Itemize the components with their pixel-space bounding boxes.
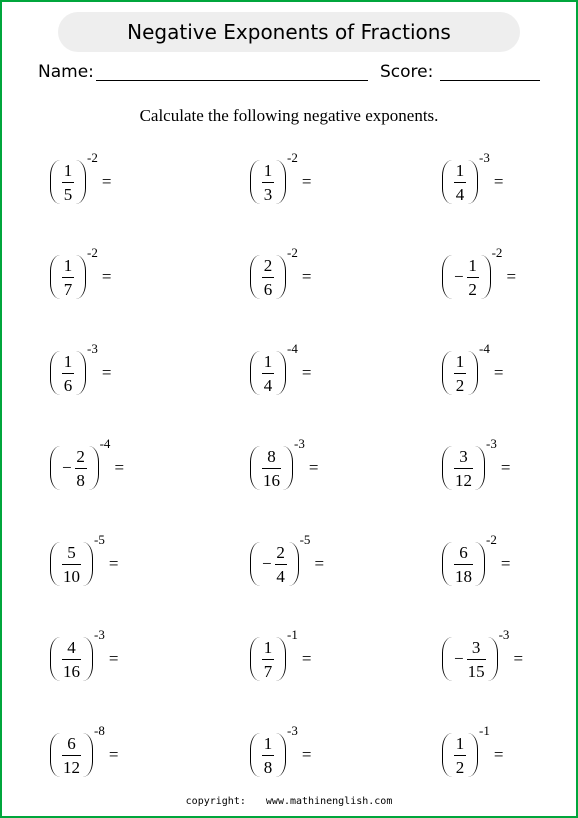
left-paren — [250, 160, 260, 204]
equals-sign: = — [506, 267, 517, 286]
negative-sign: − — [454, 267, 464, 286]
numerator: 4 — [67, 637, 76, 657]
numerator: 1 — [63, 255, 73, 275]
right-paren — [76, 351, 86, 395]
exponent: -3 — [479, 150, 490, 165]
exponent: -1 — [287, 627, 298, 642]
exponent: -3 — [294, 436, 305, 451]
problem-3 — [442, 150, 504, 210]
fraction — [454, 447, 473, 490]
fraction-bar — [454, 373, 466, 374]
exponent: -5 — [299, 532, 311, 547]
problem-9 — [442, 341, 504, 401]
numerator: 1 — [63, 351, 73, 371]
problem-21 — [442, 723, 504, 783]
exponent: -2 — [87, 245, 98, 260]
fraction — [454, 352, 466, 395]
numerator: 1 — [263, 351, 273, 371]
fraction — [262, 352, 274, 395]
right-paren — [89, 446, 99, 490]
equals-sign: = — [301, 745, 312, 764]
right-paren — [276, 160, 286, 204]
fraction — [62, 734, 81, 777]
denominator: 3 — [263, 184, 273, 204]
fraction — [454, 161, 466, 204]
denominator: 8 — [76, 470, 85, 490]
fraction-bar — [62, 277, 74, 278]
denominator: 7 — [63, 279, 73, 299]
exponent: -4 — [99, 436, 111, 451]
numerator: 1 — [455, 351, 465, 371]
denominator: 5 — [63, 184, 73, 204]
numerator: 1 — [63, 160, 73, 180]
name-label: Name: — [38, 62, 94, 82]
numerator: 2 — [263, 255, 273, 275]
left-paren — [50, 542, 60, 586]
instructions: Calculate the following negative exponents. — [139, 106, 439, 125]
fraction-bar — [62, 373, 74, 374]
site-link[interactable]: www.mathinenglish.com — [265, 796, 393, 807]
problem-15 — [442, 532, 511, 592]
fraction-bar — [262, 277, 274, 278]
fraction — [262, 734, 274, 777]
score-label: Score: — [380, 62, 434, 82]
equals-sign: = — [500, 554, 511, 573]
numerator: 5 — [67, 542, 76, 562]
exponent: -2 — [287, 150, 298, 165]
exponent: -5 — [94, 532, 105, 547]
left-paren — [250, 542, 260, 586]
problem-19 — [50, 723, 119, 783]
equals-sign: = — [493, 363, 504, 382]
numerator: 2 — [76, 446, 85, 466]
fraction-bar — [62, 564, 81, 565]
denominator: 2 — [455, 375, 465, 395]
right-paren — [283, 446, 293, 490]
equals-sign: = — [108, 649, 119, 668]
equals-sign: = — [108, 554, 119, 573]
right-paren — [276, 255, 286, 299]
fraction — [454, 543, 473, 586]
left-paren — [442, 637, 452, 681]
fraction — [62, 161, 74, 204]
exponent: -2 — [486, 532, 497, 547]
equals-sign: = — [314, 554, 325, 573]
equals-sign: = — [513, 649, 524, 668]
left-paren — [250, 446, 260, 490]
numerator: 1 — [263, 637, 273, 657]
left-paren — [250, 255, 260, 299]
equals-sign: = — [108, 745, 119, 764]
exponent: -3 — [87, 341, 98, 356]
left-paren — [442, 733, 452, 777]
numerator: 1 — [263, 160, 273, 180]
fraction-bar — [62, 755, 81, 756]
problem-10 — [50, 436, 125, 496]
problem-11 — [250, 436, 319, 496]
problem-4 — [50, 245, 112, 305]
fraction-bar — [262, 182, 274, 183]
problem-12 — [442, 436, 511, 496]
fraction-bar — [454, 564, 473, 565]
fraction — [262, 447, 281, 490]
negative-sign: − — [262, 554, 272, 573]
denominator: 2 — [455, 757, 465, 777]
fraction — [467, 638, 486, 681]
denominator: 6 — [63, 375, 73, 395]
problem-8 — [250, 341, 312, 401]
right-paren — [468, 351, 478, 395]
equals-sign: = — [114, 458, 125, 477]
fraction — [62, 543, 81, 586]
fraction — [62, 256, 74, 299]
equals-sign: = — [301, 267, 312, 286]
exponent: -1 — [479, 723, 490, 738]
right-paren — [76, 255, 86, 299]
left-paren — [50, 351, 60, 395]
left-paren — [442, 255, 452, 299]
fraction-bar — [62, 182, 74, 183]
exponent: -4 — [287, 341, 298, 356]
fraction-bar — [75, 468, 87, 469]
denominator: 16 — [63, 661, 80, 681]
denominator: 2 — [468, 279, 477, 299]
right-paren — [289, 542, 299, 586]
denominator: 18 — [455, 566, 472, 586]
problem-13 — [50, 532, 119, 592]
fraction — [62, 352, 74, 395]
exponent: -2 — [87, 150, 98, 165]
denominator: 7 — [263, 661, 273, 681]
exponent: -3 — [94, 627, 105, 642]
right-paren — [83, 637, 93, 681]
left-paren — [50, 637, 60, 681]
problem-7 — [50, 341, 112, 401]
exponent: -4 — [479, 341, 490, 356]
fraction-bar — [275, 564, 287, 565]
right-paren — [276, 733, 286, 777]
right-paren — [475, 446, 485, 490]
numerator: 8 — [267, 446, 276, 466]
left-paren — [50, 446, 60, 490]
fraction — [262, 638, 274, 681]
right-paren — [468, 160, 478, 204]
footer — [0, 796, 578, 807]
right-paren — [76, 160, 86, 204]
fraction-bar — [467, 659, 486, 660]
left-paren — [442, 446, 452, 490]
left-paren — [250, 637, 260, 681]
problem-16 — [50, 627, 119, 687]
equals-sign: = — [308, 458, 319, 477]
fraction-bar — [62, 659, 81, 660]
fraction-bar — [262, 659, 274, 660]
numerator: 1 — [455, 160, 465, 180]
problem-1 — [50, 150, 112, 210]
left-paren — [50, 255, 60, 299]
denominator: 4 — [276, 566, 285, 586]
fraction — [454, 734, 466, 777]
fraction — [62, 638, 81, 681]
problem-17 — [250, 627, 312, 687]
right-paren — [276, 351, 286, 395]
fraction — [467, 256, 479, 299]
denominator: 8 — [263, 757, 273, 777]
numerator: 3 — [471, 637, 481, 657]
problem-18 — [442, 627, 524, 687]
equals-sign: = — [493, 745, 504, 764]
negative-sign: − — [62, 458, 72, 477]
fraction — [275, 543, 287, 586]
right-paren — [276, 637, 286, 681]
equals-sign: = — [101, 267, 112, 286]
fraction — [262, 161, 274, 204]
left-paren — [442, 351, 452, 395]
denominator: 6 — [263, 279, 273, 299]
numerator: 6 — [459, 542, 468, 562]
fraction-bar — [467, 277, 479, 278]
fraction — [75, 447, 87, 490]
equals-sign: = — [101, 172, 112, 191]
fraction-bar — [262, 468, 281, 469]
exponent: -8 — [94, 723, 105, 738]
numerator: 1 — [455, 733, 465, 753]
left-paren — [442, 160, 452, 204]
denominator: 12 — [455, 470, 472, 490]
fraction-bar — [262, 755, 274, 756]
numerator: 6 — [67, 733, 76, 753]
exponent: -3 — [498, 627, 510, 642]
copyright-label: copyright: — [185, 796, 246, 807]
exponent: -2 — [491, 245, 503, 260]
right-paren — [468, 733, 478, 777]
numerator: 1 — [468, 255, 477, 275]
numerator: 1 — [263, 733, 273, 753]
equals-sign: = — [493, 172, 504, 191]
denominator: 4 — [455, 184, 465, 204]
problem-14 — [250, 532, 325, 592]
left-paren — [442, 542, 452, 586]
problem-20 — [250, 723, 312, 783]
right-paren — [481, 255, 491, 299]
fraction-bar — [454, 182, 466, 183]
equals-sign: = — [301, 172, 312, 191]
equals-sign: = — [301, 363, 312, 382]
equals-sign: = — [101, 363, 112, 382]
left-paren — [50, 733, 60, 777]
right-paren — [475, 542, 485, 586]
denominator: 16 — [263, 470, 280, 490]
right-paren — [83, 542, 93, 586]
negative-sign: − — [454, 649, 464, 668]
left-paren — [250, 351, 260, 395]
equals-sign: = — [301, 649, 312, 668]
exponent: -3 — [287, 723, 298, 738]
exponent: -3 — [486, 436, 497, 451]
page-title-text: Negative Exponents of Fractions — [127, 20, 451, 44]
left-paren — [50, 160, 60, 204]
denominator: 10 — [63, 566, 80, 586]
left-paren — [250, 733, 260, 777]
denominator: 12 — [63, 757, 80, 777]
right-paren — [488, 637, 498, 681]
denominator: 15 — [467, 661, 485, 681]
fraction — [262, 256, 274, 299]
fraction-bar — [454, 468, 473, 469]
numerator: 2 — [276, 542, 285, 562]
fraction-bar — [262, 373, 274, 374]
right-paren — [83, 733, 93, 777]
exponent: -2 — [287, 245, 298, 260]
numerator: 3 — [459, 446, 468, 466]
problem-5 — [250, 245, 312, 305]
problem-2 — [250, 150, 312, 210]
denominator: 4 — [263, 375, 273, 395]
fraction-bar — [454, 755, 466, 756]
problem-6 — [442, 245, 517, 305]
equals-sign: = — [500, 458, 511, 477]
